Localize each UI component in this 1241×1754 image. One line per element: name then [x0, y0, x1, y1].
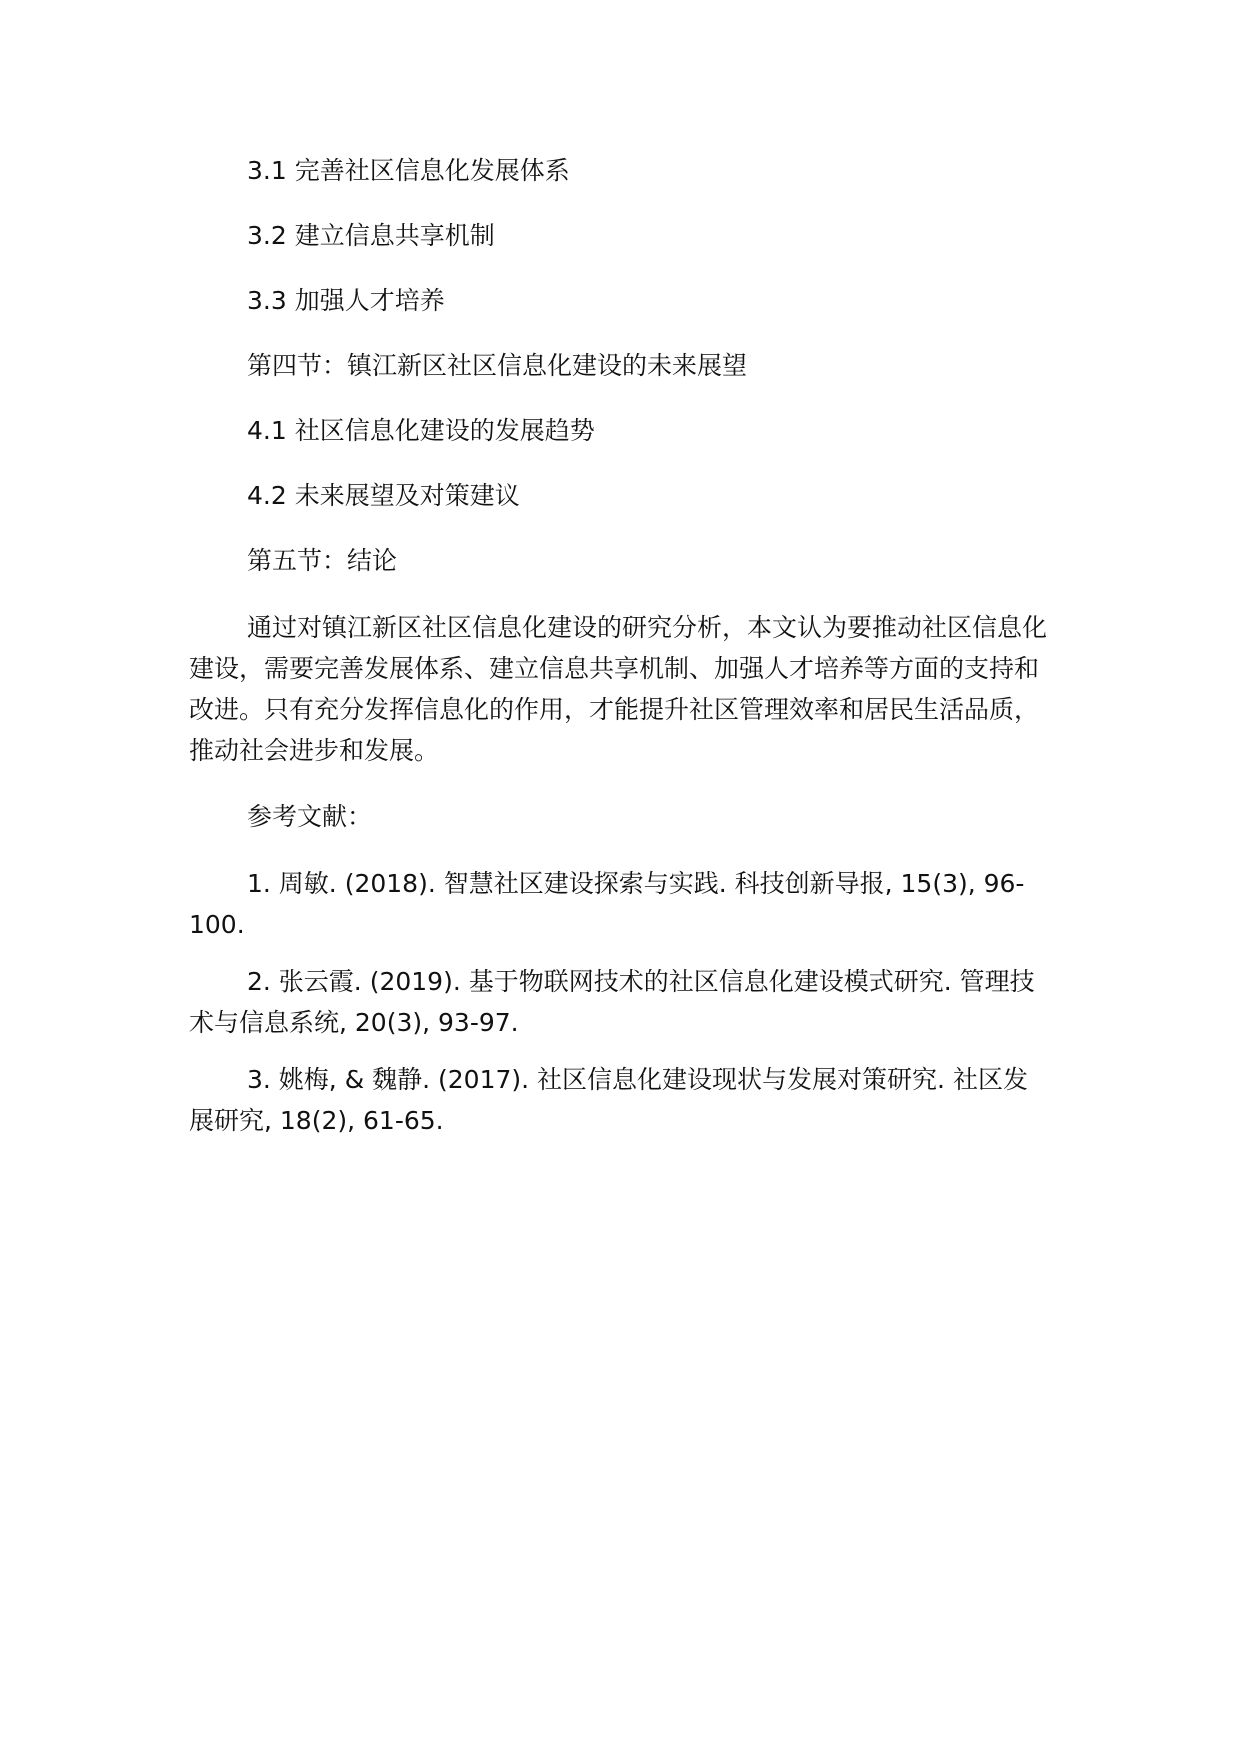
- references-heading: 参考文献：: [247, 802, 373, 831]
- reference-item-1: 1. 周敏. (2018). 智慧社区建设探索与实践. 科技创新导报, 15(3), 96-100.: [189, 869, 1025, 939]
- reference-item-2: 2. 张云霞. (2019). 基于物联网技术的社区信息化建设模式研究. 管理技术与信息系统, 20(3), 93-97.: [189, 967, 1035, 1037]
- section-heading-3-2: 3.2 建立信息共享机制: [247, 221, 495, 250]
- document-body: [189, 152, 1051, 1141]
- section-heading-3-3: 3.3 加强人才培养: [247, 286, 445, 315]
- section-heading-4-1: 4.1 社区信息化建设的发展趋势: [247, 416, 595, 445]
- chapter-heading-4: 第四节：镇江新区社区信息化建设的未来展望: [247, 351, 748, 380]
- conclusion-paragraph: 通过对镇江新区社区信息化建设的研究分析，本文认为要推动社区信息化建设，需要完善发展体系、建立信息共享机制、加强人才培养等方面的支持和改进。只有充分发挥信息化的作用，才能提升社区管理效率和居民生活品质，推动社会进步和发展。: [189, 613, 1048, 765]
- section-heading-3-1: 3.1 完善社区信息化发展体系: [247, 156, 570, 185]
- reference-item-3: 3. 姚梅, & 魏静. (2017). 社区信息化建设现状与发展对策研究. 社区发展研究, 18(2), 61-65.: [189, 1065, 1028, 1135]
- section-heading-4-2: 4.2 未来展望及对策建议: [247, 481, 520, 510]
- chapter-heading-5: 第五节：结论: [247, 546, 398, 575]
